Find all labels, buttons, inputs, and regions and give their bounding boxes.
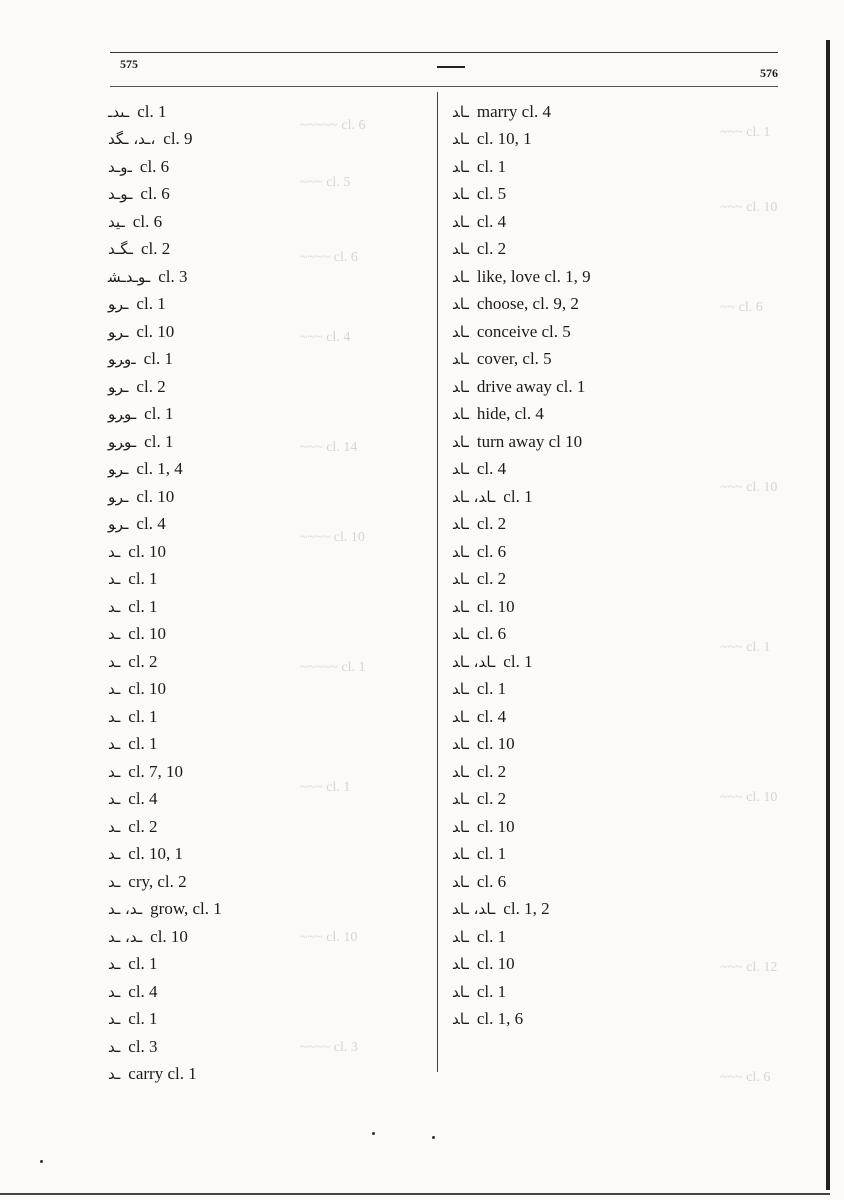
dictionary-entry bbox=[108, 786, 428, 814]
dictionary-entry bbox=[108, 456, 428, 484]
entry-gloss: cl. 2 bbox=[476, 514, 507, 534]
entry-gloss: cl. 1 bbox=[128, 596, 158, 616]
entry-script-glyph: ـﺪ bbox=[108, 652, 121, 671]
dictionary-entry bbox=[452, 208, 812, 236]
entry-script-glyph: ـﺎﺪ، ـﺎﺪ bbox=[452, 487, 496, 506]
entry-gloss: cl. 1 bbox=[476, 679, 507, 699]
entry-script-glyph: ـﺎﺪ bbox=[452, 432, 469, 451]
dictionary-entry bbox=[108, 483, 428, 511]
header-rule-lower bbox=[110, 86, 778, 87]
page-number-right: 576 bbox=[760, 66, 778, 80]
entry-script-glyph: ـﺎﺪ bbox=[452, 405, 469, 424]
dictionary-entry bbox=[452, 428, 812, 456]
entry-script-glyph: ـﺪ bbox=[108, 955, 121, 974]
dictionary-entry bbox=[452, 153, 812, 181]
dictionary-entry bbox=[452, 181, 812, 209]
entry-script-glyph: ـﺎﺪ bbox=[452, 212, 469, 231]
dictionary-entry bbox=[108, 923, 428, 951]
entry-gloss: cl. 6 bbox=[476, 871, 507, 891]
entry-gloss: cl. 3 bbox=[128, 1036, 158, 1056]
dictionary-entry bbox=[452, 621, 812, 649]
entry-script-glyph: ـﻮـﺪ bbox=[108, 185, 133, 204]
dictionary-entry bbox=[452, 483, 812, 511]
dictionary-entry bbox=[452, 373, 812, 401]
entry-script-glyph: ـﺮﻮ bbox=[108, 487, 129, 506]
entry-gloss: cl. 6 bbox=[140, 184, 170, 204]
entry-script-glyph: ـﺎﺪ bbox=[452, 817, 469, 836]
dictionary-entry bbox=[452, 538, 812, 566]
entry-script-glyph: ـﺮﻮ bbox=[108, 515, 129, 534]
dictionary-entry bbox=[452, 456, 812, 484]
entry-script-glyph: ـﺪ bbox=[108, 817, 121, 836]
entry-script-glyph: ـﺎﺪ bbox=[452, 570, 469, 589]
dictionary-entry bbox=[452, 731, 812, 759]
entry-gloss: cl. 1 bbox=[503, 651, 533, 671]
dictionary-entry bbox=[108, 346, 428, 374]
entry-gloss: cl. 1 bbox=[503, 486, 533, 506]
entry-script-glyph: ـﺎﺪ bbox=[452, 680, 469, 699]
dictionary-entry bbox=[452, 126, 812, 154]
entry-gloss: cl. 4 bbox=[128, 981, 158, 1001]
entry-gloss: cl. 10, 1 bbox=[128, 844, 184, 864]
dictionary-entry bbox=[108, 511, 428, 539]
dictionary-entry bbox=[108, 703, 428, 731]
entry-script-glyph: ـﺪ bbox=[108, 1065, 121, 1084]
entry-gloss: cl. 10 bbox=[128, 624, 167, 644]
dictionary-entry bbox=[108, 1033, 428, 1061]
entry-script-glyph: ـﺪ bbox=[108, 872, 121, 891]
entry-gloss: cl. 1 bbox=[128, 1009, 158, 1029]
bleed-through-text: ~~~ cl. 14 bbox=[300, 440, 358, 455]
entry-script-glyph: ـﺎﺪ bbox=[452, 927, 469, 946]
dictionary-entry bbox=[452, 951, 812, 979]
entry-gloss: cl. 10 bbox=[136, 486, 175, 506]
dictionary-entry bbox=[452, 1006, 812, 1034]
dictionary-entry bbox=[108, 291, 428, 319]
entry-script-glyph: ـﺎﺪ bbox=[452, 845, 469, 864]
bleed-through-text: ~~~~ cl. 6 bbox=[300, 250, 358, 265]
entry-script-glyph: ـﺎﺪ bbox=[452, 185, 469, 204]
entry-script-glyph: ـﺪ bbox=[108, 790, 121, 809]
entry-script-glyph: ـﺎﺪ bbox=[452, 460, 469, 479]
entry-script-glyph: ـﻮـﺪـﺸ bbox=[108, 267, 151, 286]
dictionary-entry bbox=[108, 978, 428, 1006]
entry-gloss: cl. 2 bbox=[476, 761, 507, 781]
entry-gloss: cl. 1, 4 bbox=[136, 459, 183, 479]
entry-script-glyph: ـﺪ bbox=[108, 1010, 121, 1029]
dictionary-entry bbox=[108, 401, 428, 429]
entry-script-glyph: ـﺎﺪ bbox=[452, 597, 469, 616]
dictionary-entry bbox=[108, 318, 428, 346]
dictionary-entry bbox=[108, 758, 428, 786]
entry-gloss: cl. 10 bbox=[136, 321, 175, 341]
entry-gloss: cl. 1 bbox=[476, 981, 507, 1001]
entry-script-glyph: ـﺪ، ـﺪ bbox=[108, 900, 143, 919]
entry-gloss: cl. 1 bbox=[144, 404, 174, 424]
bleed-through-text: ~~~ cl. 12 bbox=[720, 960, 778, 975]
dictionary-entry bbox=[108, 813, 428, 841]
entry-gloss: cl. 1 bbox=[476, 156, 507, 176]
entry-script-glyph: ـﺎﺪ bbox=[452, 1010, 469, 1029]
entry-gloss: conceive cl. 5 bbox=[476, 321, 571, 341]
entry-gloss: cl. 10 bbox=[476, 734, 515, 754]
entry-script-glyph: ـﻭـﺪ bbox=[108, 157, 132, 176]
entry-gloss: hide, cl. 4 bbox=[476, 404, 544, 424]
entry-script-glyph: ـﺎﺪ bbox=[452, 102, 469, 121]
entry-gloss: cl. 2 bbox=[476, 569, 507, 589]
dictionary-entry bbox=[452, 813, 812, 841]
dictionary-entry bbox=[108, 153, 428, 181]
dictionary-entry bbox=[108, 648, 428, 676]
entry-gloss: marry cl. 4 bbox=[476, 101, 551, 121]
entry-gloss: cl. 6 bbox=[139, 156, 170, 176]
entry-script-glyph: ـﺎﺪ bbox=[452, 625, 469, 644]
dictionary-entry bbox=[108, 1061, 428, 1089]
bleed-through-text: ~~ cl. 6 bbox=[720, 300, 763, 315]
entry-script-glyph: ـﺪ bbox=[108, 570, 121, 589]
entry-gloss: cl. 9 bbox=[163, 129, 193, 149]
entry-script-glyph: ـﺎﺪ، ـﺎﺪ bbox=[452, 900, 496, 919]
entry-gloss: cl. 10, 1 bbox=[476, 129, 532, 149]
bleed-through-text: ~~~ cl. 1 bbox=[720, 125, 771, 140]
entry-script-glyph: ـﺪ bbox=[108, 982, 121, 1001]
dictionary-entry bbox=[452, 896, 812, 924]
entry-script-glyph: ـﺪ bbox=[108, 762, 121, 781]
dictionary-entry bbox=[108, 208, 428, 236]
entry-gloss: cl. 1 bbox=[144, 431, 174, 451]
page-edge-bottom bbox=[0, 1193, 830, 1195]
dictionary-entry bbox=[452, 263, 812, 291]
dictionary-entry bbox=[452, 236, 812, 264]
dictionary-entry bbox=[108, 593, 428, 621]
entry-script-glyph: ـﺎﺪ bbox=[452, 157, 469, 176]
entry-script-glyph: ـﺮﻮ bbox=[108, 295, 129, 314]
dictionary-entry bbox=[108, 731, 428, 759]
dictionary-entry bbox=[108, 951, 428, 979]
bleed-through-text: ~~~ cl. 10 bbox=[300, 930, 358, 945]
entry-script-glyph: ـﺎﺪ bbox=[452, 350, 469, 369]
entry-gloss: cry, cl. 2 bbox=[128, 871, 187, 891]
entry-gloss: carry cl. 1 bbox=[128, 1064, 197, 1084]
bleed-through-text: ~~~~~ cl. 6 bbox=[300, 118, 366, 133]
dictionary-entry bbox=[108, 236, 428, 264]
ink-speck bbox=[432, 1136, 435, 1139]
bleed-through-text: ~~~ cl. 10 bbox=[720, 200, 778, 215]
entry-script-glyph: ـﺪ bbox=[108, 625, 121, 644]
entry-gloss: cl. 6 bbox=[476, 541, 507, 561]
entry-gloss: cl. 2 bbox=[476, 239, 507, 259]
entry-script-glyph: ـﺎﺪ bbox=[452, 515, 469, 534]
entry-script-glyph: ـﺎﺪ bbox=[452, 735, 469, 754]
entry-script-glyph: ـﺎﺪ bbox=[452, 542, 469, 561]
entry-gloss: cl. 4 bbox=[128, 789, 158, 809]
dictionary-entry bbox=[108, 428, 428, 456]
entry-gloss: cl. 1, 6 bbox=[476, 1009, 524, 1029]
entry-script-glyph: ـﺎﺪ bbox=[452, 295, 469, 314]
header-dash bbox=[437, 66, 465, 68]
entry-script-glyph: ـﺪ bbox=[108, 680, 121, 699]
column-divider bbox=[437, 92, 438, 1072]
entry-script-glyph: ـىدـ bbox=[108, 102, 130, 121]
bleed-through-text: ~~~~ cl. 3 bbox=[300, 1040, 358, 1055]
entry-gloss: choose, cl. 9, 2 bbox=[476, 294, 579, 314]
entry-gloss: like, love cl. 1, 9 bbox=[476, 266, 591, 286]
bleed-through-text: ~~~ cl. 1 bbox=[300, 780, 351, 795]
entry-script-glyph: ـﺪ bbox=[108, 1037, 121, 1056]
entry-gloss: cl. 1 bbox=[143, 349, 173, 369]
entry-gloss: cl. 1 bbox=[128, 706, 158, 726]
entry-script-glyph: ـﺪ bbox=[108, 735, 121, 754]
dictionary-entry bbox=[108, 98, 428, 126]
entry-script-glyph: ـﺎﺪ bbox=[452, 762, 469, 781]
page-number-left: 575 bbox=[120, 57, 138, 71]
entry-gloss: cl. 10 bbox=[476, 816, 515, 836]
entry-script-glyph: ـﺎﺪ، ـﺎﺪ bbox=[452, 652, 496, 671]
dictionary-entry bbox=[108, 868, 428, 896]
entry-script-glyph: ـﺪ، ـﮕﺪ، bbox=[108, 130, 156, 149]
bleed-through-text: ~~~~ cl. 10 bbox=[300, 530, 365, 545]
entry-gloss: cl. 1 bbox=[137, 101, 167, 121]
entry-gloss: cl. 1 bbox=[476, 926, 507, 946]
entry-script-glyph: ـﻭﺮﻮ bbox=[108, 350, 136, 369]
entry-script-glyph: ـﺎﺪ bbox=[452, 322, 469, 341]
left-column bbox=[108, 98, 428, 1088]
entry-gloss: cl. 2 bbox=[128, 816, 158, 836]
entry-gloss: cl. 10 bbox=[150, 926, 188, 946]
bleed-through-text: ~~~ cl. 4 bbox=[300, 330, 351, 345]
entry-gloss: cl. 2 bbox=[140, 239, 171, 259]
dictionary-entry bbox=[452, 868, 812, 896]
entry-gloss: cl. 1 bbox=[136, 294, 166, 314]
dictionary-entry bbox=[452, 566, 812, 594]
entry-gloss: cl. 2 bbox=[476, 789, 507, 809]
entry-gloss: grow, cl. 1 bbox=[150, 899, 222, 919]
bleed-through-text: ~~~ cl. 6 bbox=[720, 1070, 771, 1085]
bleed-through-text: ~~~ cl. 10 bbox=[720, 480, 778, 495]
entry-gloss: turn away cl 10 bbox=[476, 431, 583, 451]
dictionary-entry bbox=[108, 181, 428, 209]
entry-script-glyph: ـﺎﺪ bbox=[452, 872, 469, 891]
entry-gloss: cl. 1 bbox=[128, 569, 158, 589]
entry-gloss: cl. 1 bbox=[128, 954, 158, 974]
entry-gloss: cl. 3 bbox=[158, 266, 188, 286]
dictionary-entry bbox=[108, 896, 428, 924]
entry-gloss: cl. 4 bbox=[476, 459, 507, 479]
dictionary-entry bbox=[452, 318, 812, 346]
entry-script-glyph: ـﻴﺪ bbox=[108, 212, 125, 231]
entry-script-glyph: ـﺮﻮ bbox=[108, 322, 129, 341]
dictionary-entry bbox=[452, 978, 812, 1006]
entry-script-glyph: ـﺪ bbox=[108, 542, 121, 561]
entry-script-glyph: ـﺪ bbox=[108, 707, 121, 726]
entry-gloss: cl. 2 bbox=[136, 376, 166, 396]
entry-script-glyph: ـﺎﺪ bbox=[452, 955, 469, 974]
entry-script-glyph: ـﺪ bbox=[108, 597, 121, 616]
dictionary-entry bbox=[108, 538, 428, 566]
entry-gloss: cl. 1 bbox=[476, 844, 507, 864]
bleed-through-text: ~~~ cl. 10 bbox=[720, 790, 778, 805]
dictionary-entry bbox=[108, 841, 428, 869]
dictionary-entry bbox=[452, 923, 812, 951]
entry-gloss: cl. 1, 2 bbox=[503, 899, 550, 919]
entry-script-glyph: ـﺎﺪ bbox=[452, 240, 469, 259]
entry-gloss: cl. 4 bbox=[136, 514, 166, 534]
entry-script-glyph: ـﺎﺪ bbox=[452, 707, 469, 726]
entry-script-glyph: ـﺎﺪ bbox=[452, 790, 469, 809]
dictionary-entry bbox=[108, 621, 428, 649]
bleed-through-text: ~~~~~ cl. 1 bbox=[300, 660, 366, 675]
ink-speck bbox=[372, 1132, 375, 1135]
entry-gloss: cl. 7, 10 bbox=[128, 761, 184, 781]
entry-script-glyph: ـﺎﺪ bbox=[452, 982, 469, 1001]
dictionary-entry bbox=[452, 786, 812, 814]
entry-gloss: drive away cl. 1 bbox=[476, 376, 586, 396]
entry-script-glyph: ـﺎﺪ bbox=[452, 130, 469, 149]
dictionary-entry bbox=[108, 1006, 428, 1034]
entry-script-glyph: ـﺮﻮ bbox=[108, 460, 129, 479]
ink-speck bbox=[40, 1160, 43, 1163]
entry-gloss: cl. 4 bbox=[476, 706, 507, 726]
dictionary-entry bbox=[452, 648, 812, 676]
dictionary-entry bbox=[452, 98, 812, 126]
dictionary-entry bbox=[452, 401, 812, 429]
dictionary-entry bbox=[452, 841, 812, 869]
entry-gloss: cl. 10 bbox=[476, 596, 515, 616]
entry-gloss: cl. 6 bbox=[476, 624, 507, 644]
entry-gloss: cl. 10 bbox=[128, 679, 167, 699]
entry-gloss: cl. 6 bbox=[132, 211, 163, 231]
dictionary-entry bbox=[108, 263, 428, 291]
entry-script-glyph: ـﺎﺪ bbox=[452, 377, 469, 396]
entry-gloss: cl. 5 bbox=[476, 184, 507, 204]
entry-script-glyph: ـﺎﺪ bbox=[452, 267, 469, 286]
entry-gloss: cl. 10 bbox=[128, 541, 167, 561]
dictionary-entry bbox=[108, 126, 428, 154]
dictionary-entry bbox=[452, 511, 812, 539]
dictionary-entry bbox=[452, 593, 812, 621]
right-column bbox=[452, 98, 812, 1033]
dictionary-entry bbox=[452, 703, 812, 731]
dictionary-entry bbox=[452, 291, 812, 319]
entry-gloss: cl. 1 bbox=[128, 734, 158, 754]
entry-script-glyph: ـﺪ، ـﺪ bbox=[108, 927, 143, 946]
entry-gloss: cl. 4 bbox=[476, 211, 507, 231]
entry-script-glyph: ـﻮﺮﻮ bbox=[108, 405, 137, 424]
entry-script-glyph: ـﮕـﺪ bbox=[108, 240, 133, 259]
entry-script-glyph: ـﻮﺮﻮ bbox=[108, 432, 137, 451]
dictionary-entry bbox=[108, 373, 428, 401]
dictionary-entry bbox=[108, 676, 428, 704]
dictionary-entry bbox=[452, 676, 812, 704]
bleed-through-text: ~~~ cl. 5 bbox=[300, 175, 351, 190]
entry-script-glyph: ـﺮﻮ bbox=[108, 377, 129, 396]
entry-gloss: cl. 10 bbox=[476, 954, 515, 974]
bleed-through-text: ~~~ cl. 1 bbox=[720, 640, 771, 655]
dictionary-entry bbox=[452, 346, 812, 374]
entry-gloss: cover, cl. 5 bbox=[476, 349, 552, 369]
header-rule bbox=[110, 52, 778, 53]
entry-script-glyph: ـﺪ bbox=[108, 845, 121, 864]
entry-gloss: cl. 2 bbox=[128, 651, 158, 671]
page-edge-right bbox=[826, 40, 830, 1190]
dictionary-entry bbox=[452, 758, 812, 786]
dictionary-entry bbox=[108, 566, 428, 594]
